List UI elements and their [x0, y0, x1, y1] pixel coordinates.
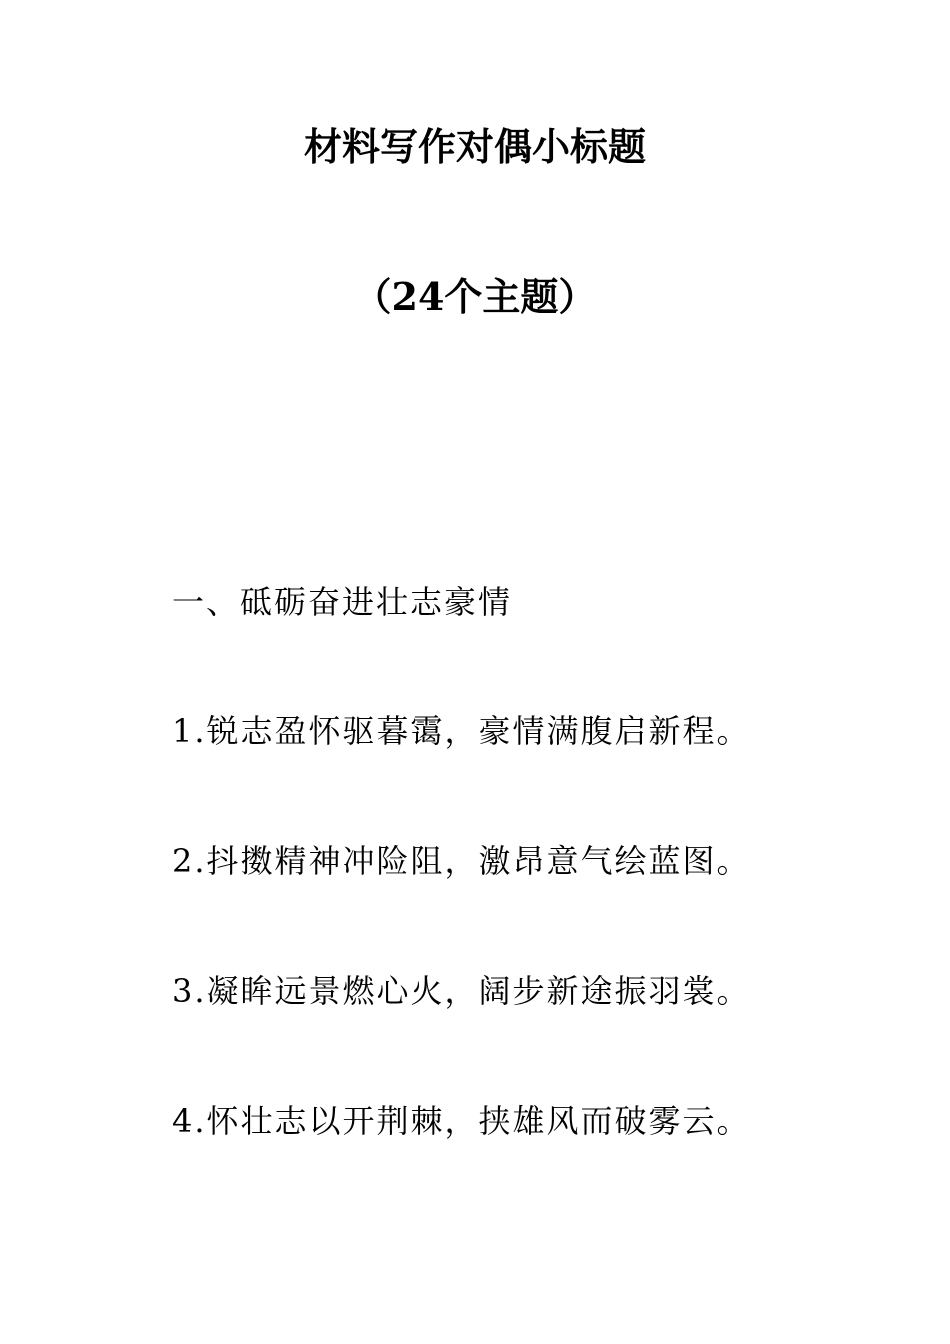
- document-title: 材料写作对偶小标题: [303, 124, 646, 169]
- list-item: 2.抖擞精神冲险阻，激昂意气绘蓝图。: [172, 842, 751, 880]
- list-item: 1.锐志盈怀驱暮霭，豪情满腹启新程。: [172, 712, 751, 750]
- list-item: 4.怀壮志以开荆棘，挟雄风而破雾云。: [172, 1102, 751, 1140]
- document-subtitle: （24个主题）: [353, 274, 597, 319]
- section-heading: 一、砥砺奋进壮志豪情: [172, 583, 513, 621]
- list-item: 3.凝眸远景燃心火，阔步新途振羽裳。: [172, 972, 751, 1010]
